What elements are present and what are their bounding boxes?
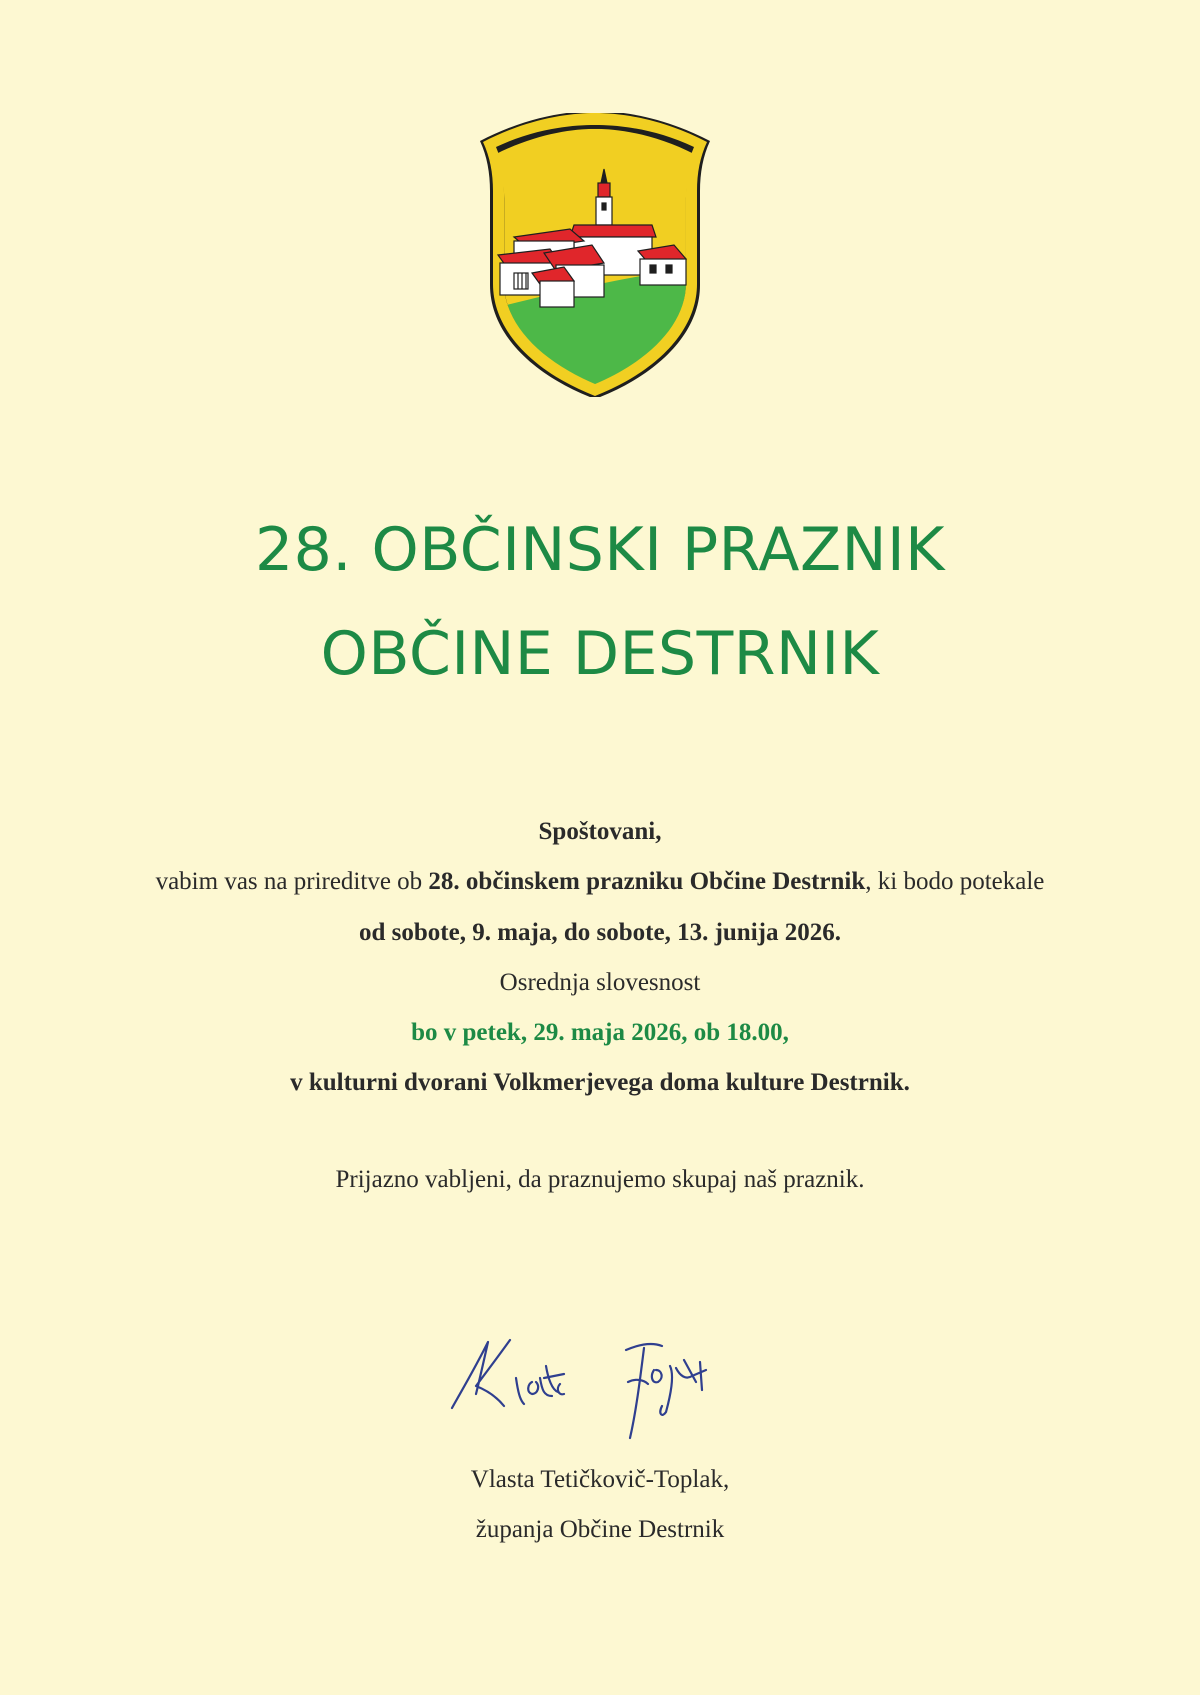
invitation-text-end: , ki bodo potekale <box>865 868 1045 895</box>
central-event-date: bo v petek, 29. maja 2026, ob 18.00, <box>411 1019 789 1046</box>
venue: v kulturni dvorani Volkmerjevega doma kulture Destrnik. <box>290 1069 910 1096</box>
municipality-crest <box>474 113 716 397</box>
closing-line: Prijazno vabljeni, da praznujemo skupaj naš praznik. <box>335 1166 865 1193</box>
central-event-intro: Osrednja slovesnost <box>499 969 701 996</box>
title-line-2: OBČINE DESTRNIK <box>320 619 880 689</box>
signatory-role: županja Občine Destrnik <box>475 1516 725 1543</box>
signatory-name: Vlasta Tetičkovič-Toplak, <box>470 1466 730 1493</box>
event-period: od sobote, 9. maja, do sobote, 13. junija 2026. <box>359 919 841 946</box>
greeting: Spoštovani, <box>538 818 662 845</box>
invitation-text-start: vabim vas na prireditve ob <box>155 868 429 895</box>
handwritten-signature <box>440 1320 760 1450</box>
title-line-1: 28. OBČINSKI PRAZNIK <box>254 515 945 585</box>
invitation-line <box>0 867 1200 897</box>
event-name: 28. občinskem prazniku Občine Destrnik <box>428 868 866 895</box>
